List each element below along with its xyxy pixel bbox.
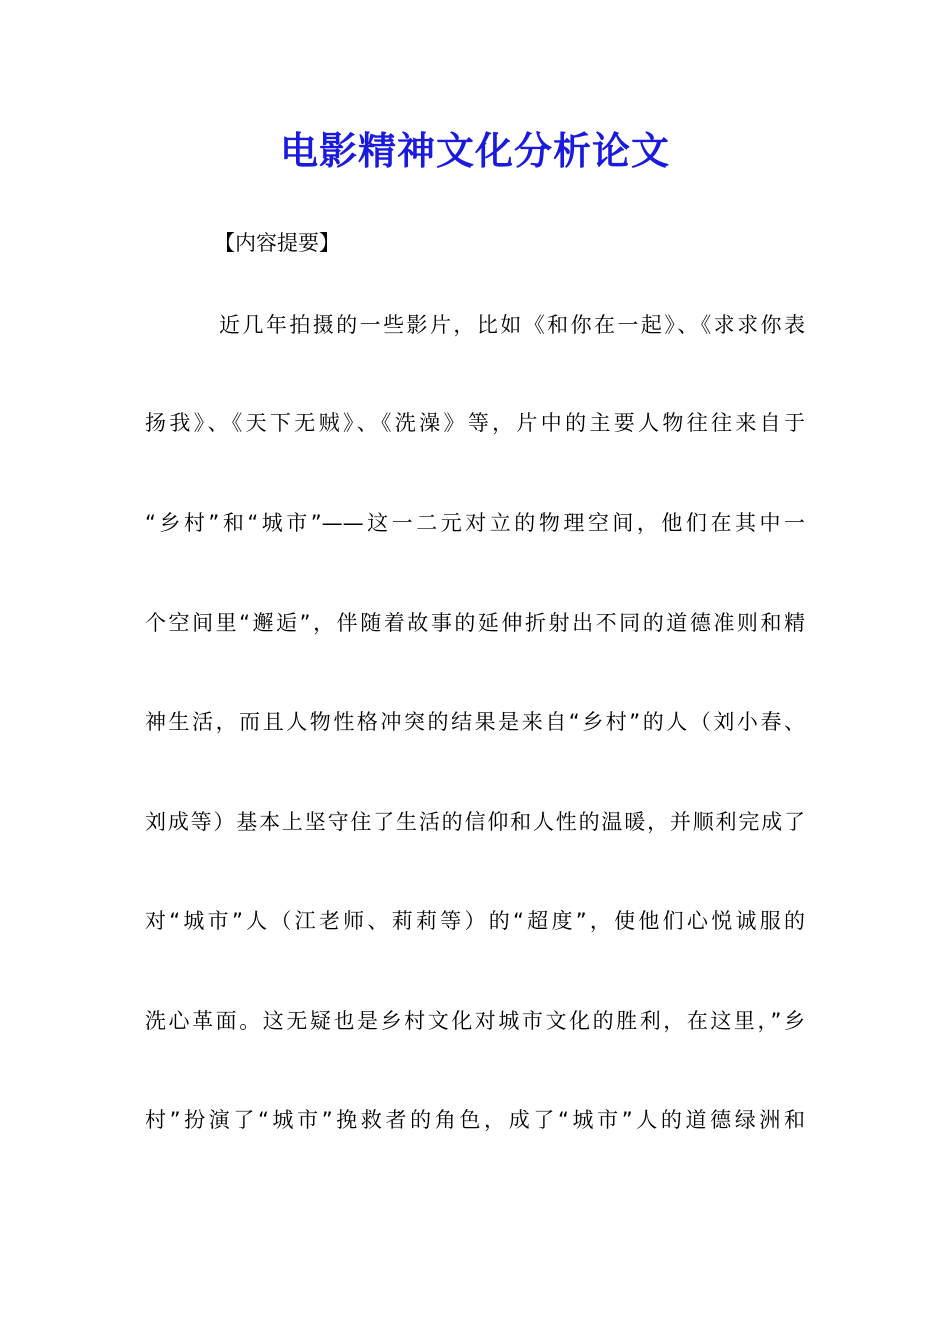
paragraph-line: 刘成等）基本上坚守住了生活的信仰和人性的温暖，并顺利完成了 [145,810,805,834]
paragraph-line: “乡村”和“城市”——这一二元对立的物理空间，他们在其中一 [145,511,805,535]
document-title: 电影精神文化分析论文 [279,128,670,173]
paragraph-line: 近几年拍摄的一些影片，比如《和你在一起》、《求求你表 [219,313,805,337]
paragraph-line: 村”扮演了“城市”挽救者的角色，成了“城市”人的道德绿洲和 [145,1108,805,1132]
paragraph-line: 个空间里“邂逅”，伴随着故事的延伸折射出不同的道德准则和精 [145,611,805,635]
paragraph-line: 神生活，而且人物性格冲突的结果是来自“乡村”的人（刘小春、 [145,710,805,734]
paragraph-line: 洗心革面。这无疑也是乡村文化对城市文化的胜利，在这里，”乡 [145,1009,805,1033]
paragraph-line: 扬我》、《天下无贼》、《洗澡》等，片中的主要人物往往来自于 [145,411,805,435]
section-label-abstract: 【内容提要】 [214,231,340,255]
paragraph-line: 对“城市”人（江老师、莉莉等）的“超度”，使他们心悦诚服的 [145,909,805,933]
